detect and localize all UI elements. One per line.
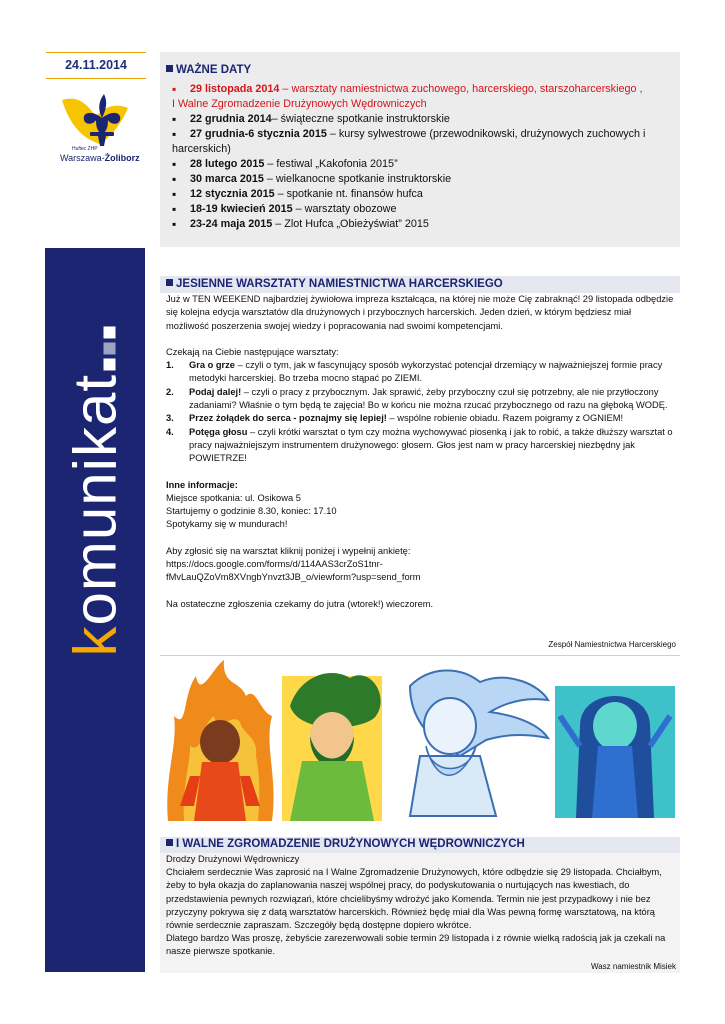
info-list bbox=[166, 492, 676, 532]
earth-spirit-icon bbox=[282, 673, 382, 821]
workshop-description bbox=[189, 412, 623, 425]
water-spirit-icon bbox=[555, 686, 675, 818]
date-item-date: 29 listopada 2014 bbox=[190, 83, 280, 95]
elements-illustration bbox=[160, 656, 680, 826]
date-item bbox=[172, 187, 677, 202]
date-item bbox=[172, 172, 677, 187]
logo-city: Warszawa- bbox=[60, 153, 105, 163]
date-item-continuation: I Walne Zgromadzenie Drużynowych Wędrowniczych bbox=[172, 98, 427, 110]
workshops-signature: Zespół Namiestnictwa Harcerskiego bbox=[548, 640, 676, 649]
logo-caption-top: Hufiec ZHP bbox=[72, 146, 98, 152]
logo-district: Żoliborz bbox=[104, 153, 140, 163]
assembly-body bbox=[166, 853, 678, 959]
date-item-date: 12 stycznia 2015 bbox=[190, 188, 275, 200]
workshop-title: Podaj dalej! bbox=[189, 386, 242, 397]
info-line: Startujemy o godzinie 8.30, koniec: 17.10 bbox=[166, 506, 337, 517]
date-item-date: 18-19 kwiecień 2015 bbox=[190, 203, 293, 215]
date-item-text: – warsztaty obozowe bbox=[292, 203, 397, 215]
dot-square-icon bbox=[104, 358, 116, 370]
workshop-item bbox=[166, 426, 676, 466]
date-item bbox=[172, 202, 677, 217]
workshop-text: – czyli o tym, jak w fascynujący sposób wykorzystać potencjał drzemiący w najważniejszej formie pracy metodyki harcerskiej. Bo trzeba mocno stąpać po ZIEMI. bbox=[189, 360, 663, 384]
workshop-title: Gra o grze bbox=[189, 360, 235, 371]
workshop-number: 2. bbox=[166, 386, 174, 397]
workshops-list-intro: Czekają na Ciebie następujące warsztaty: bbox=[166, 346, 339, 357]
signup-link-line-1[interactable]: https://docs.google.com/forms/d/114AAS3crZoS1tnr- bbox=[166, 559, 383, 570]
workshop-text: – wspólne robienie obiadu. Razem poigramy z OGNIEM! bbox=[386, 413, 624, 424]
assembly-signature: Wasz namiestnik Misiek bbox=[590, 962, 676, 971]
workshop-item bbox=[166, 412, 676, 425]
workshops-body bbox=[166, 293, 676, 611]
assembly-text: Chciałem serdecznie Was zaprosić na I Walne Zgromadzenie Drużynowych, które odbędzie się 29 listopada. Chciałbym, żeby to była okazja do zaplanowania naszej wspólnej pracy, do podyskutowania o nurtujących nas kwestiach, do przedstawienia pewnych rozwiązań, które chcielibyśmy wdrożyć jako Komenda. Termin nie jest przypadkowy i nie bez przyczyny pokrywa się z datą warsztatów harcerskich. Również będę miał dla Was pewną formę warsztatową, na którą równie serdecznie zapraszam. Szczegóły będą dostępne dopiero wkrótce. bbox=[166, 867, 662, 931]
date-item bbox=[172, 112, 677, 127]
logo-caption bbox=[60, 153, 140, 163]
info-line: Spotykamy się w mundurach! bbox=[166, 519, 288, 530]
workshop-description bbox=[189, 426, 676, 466]
date-item-continuation: harcerskich) bbox=[172, 143, 231, 155]
date-item bbox=[172, 217, 677, 232]
date-item-date: 23-24 maja 2015 bbox=[190, 218, 273, 230]
info-header: Inne informacje: bbox=[166, 479, 238, 490]
fire-spirit-icon bbox=[167, 660, 273, 821]
newsletter-date: 24.11.2014 bbox=[46, 52, 146, 79]
komunikat-vertical-title bbox=[61, 326, 130, 656]
date-item bbox=[172, 127, 677, 157]
dot-square-icon bbox=[104, 342, 116, 354]
deadline-text: Na ostateczne zgłoszenia czekamy do jutra (wtorek!) wieczorem. bbox=[166, 598, 434, 609]
workshop-number: 1. bbox=[166, 360, 174, 371]
square-bullet-icon bbox=[166, 839, 173, 846]
komunikat-side-bar bbox=[45, 248, 145, 972]
date-item-date: 22 grudnia 2014 bbox=[190, 113, 272, 125]
date-item-date: 28 lutego 2015 bbox=[190, 158, 265, 170]
komunikat-rest: omunikat bbox=[61, 374, 129, 626]
workshop-item bbox=[166, 386, 676, 413]
square-bullet-icon bbox=[166, 279, 173, 286]
date-item-text: – świąteczne spotkanie instruktorskie bbox=[271, 113, 450, 125]
important-dates-list bbox=[172, 82, 677, 232]
date-item-date: 30 marca 2015 bbox=[190, 173, 264, 185]
date-item-text: – kursy sylwestrowe (przewodnikowski, drużynowych zuchowych i bbox=[326, 128, 646, 140]
dot-square-icon bbox=[104, 326, 116, 338]
workshops-list bbox=[166, 359, 676, 465]
signup-text: Aby zgłosić się na warsztat kliknij poniżej i wypełnij ankietę: bbox=[166, 545, 411, 556]
date-item bbox=[172, 82, 677, 112]
workshop-description bbox=[189, 386, 676, 413]
date-item-date: 27 grudnia-6 stycznia 2015 bbox=[190, 128, 327, 140]
workshop-text: – czyli krótki warsztat o tym czy można wychowywać piosenką i jak to robić, a także dłuższy warsztat o pracy najważniejszym instrumentem drużynowego: głosem. Głos jest nam w pracy harcerskiej niezbędny jak POWIETRZE! bbox=[189, 426, 673, 464]
assembly-closing: Dlatego bardzo Was proszę, żebyście zarezerwowali sobie termin 29 listopada i z równie wielką radością jak ja czekali na nasze pierwsze spotkanie. bbox=[166, 933, 666, 957]
workshop-title: Przez żołądek do serca - poznajmy się lepiej! bbox=[189, 413, 387, 424]
signup-link-line-2[interactable]: fMvLauQZoVm8XVngbYnvzt3JB_o/viewform?usp=send_form bbox=[166, 572, 421, 583]
square-bullet-icon bbox=[166, 65, 173, 72]
workshop-number: 3. bbox=[166, 413, 174, 424]
workshop-item bbox=[166, 359, 676, 386]
workshop-description bbox=[189, 359, 676, 386]
workshops-title: JESIENNE WARSZTATY NAMIESTNICTWA HARCERSKIEGO bbox=[176, 278, 503, 290]
date-item-text: – wielkanocne spotkanie instruktorskie bbox=[263, 173, 452, 185]
workshops-intro: Już w TEN WEEKEND najbardziej żywiołowa impreza kształcąca, na której nie może Cię zabraknąć! 29 listopada odbędzie się kolejna edycja warsztatów dla drużynowych i przybocznych harcerskich. Jeden dzień, w którym będziesz miał możliwość poszerzenia swojej wiedzy i popracowania nad swoimi kompetencjami. bbox=[166, 294, 674, 331]
date-item-text: – Zlot Hufca „Obieżyświat” 2015 bbox=[272, 218, 429, 230]
workshops-header-bar bbox=[160, 276, 680, 293]
assembly-header bbox=[166, 838, 525, 850]
air-spirit-icon bbox=[410, 670, 548, 816]
assembly-title: I WALNE ZGROMADZENIE DRUŻYNOWYCH WĘDROWNICZYCH bbox=[176, 838, 525, 850]
date-item bbox=[172, 157, 677, 172]
date-item-text: – spotkanie nt. finansów hufca bbox=[274, 188, 423, 200]
assembly-greeting: Drodzy Drużynowi Wędrowniczy bbox=[166, 854, 300, 864]
assembly-header-bar bbox=[160, 837, 680, 853]
workshops-header bbox=[166, 278, 503, 290]
important-dates-title: WAŻNE DATY bbox=[176, 64, 252, 76]
important-dates-section bbox=[160, 52, 680, 247]
workshop-text: – czyli o pracy z przybocznym. Jak sprawić, żeby przyboczny czuł się potrzebny, ale nie przytłoczony zadaniami? Właśnie o tym będą te zajęcia! Bo w końcu nie można rzucać przybocznego od razu na głęboką WODĘ. bbox=[189, 386, 668, 411]
komunikat-first-letter: k bbox=[61, 625, 129, 657]
workshop-title: Potęga głosu bbox=[189, 426, 248, 437]
date-item-text: – warsztaty namiestnictwa zuchowego, harcerskiego, starszoharcerskiego , bbox=[279, 83, 643, 95]
hufiec-logo bbox=[52, 88, 144, 166]
date-item-text: – festiwal „Kakofonia 2015” bbox=[264, 158, 398, 170]
important-dates-header bbox=[166, 64, 251, 76]
workshop-number: 4. bbox=[166, 426, 174, 437]
info-line: Miejsce spotkania: ul. Osikowa 5 bbox=[166, 492, 301, 503]
